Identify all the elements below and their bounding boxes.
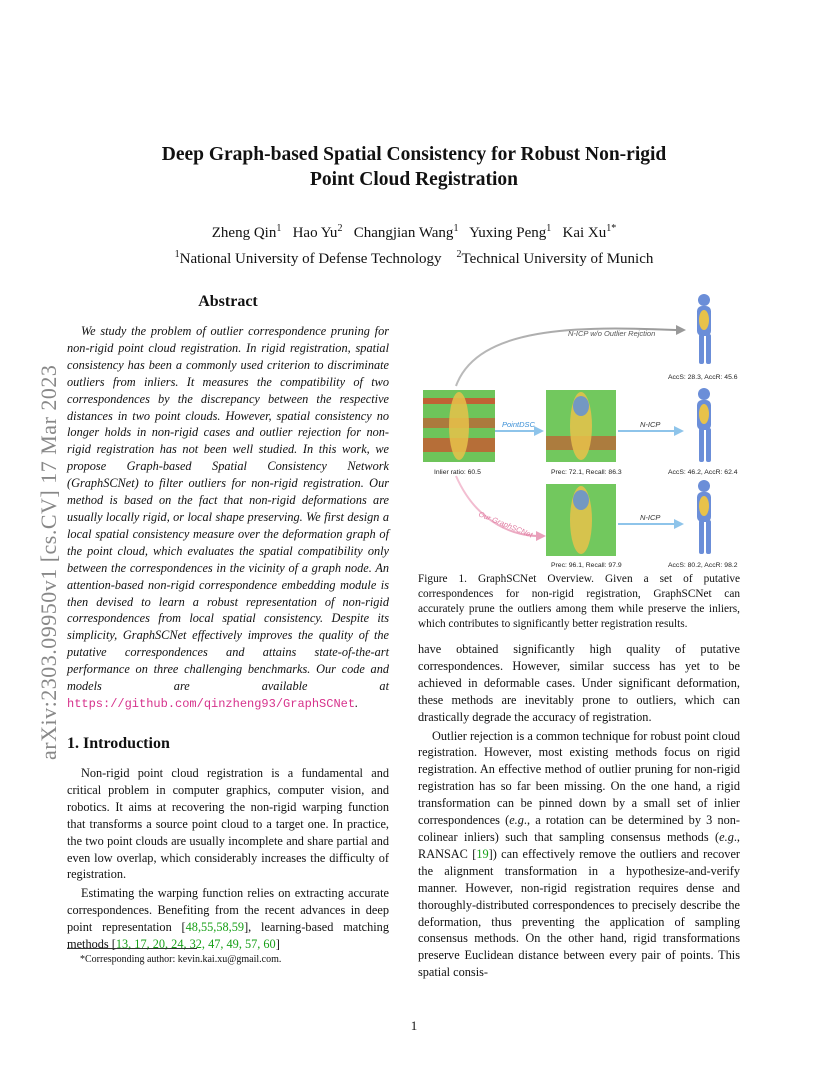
abstract-heading: Abstract: [198, 293, 258, 310]
stat-acc-1: AccS: 28.3, AccR: 45.6: [668, 374, 738, 381]
right-column-text: [418, 641, 740, 981]
label-nicp-2: N-ICP: [640, 513, 661, 522]
figure-caption: Figure 1. GraphSCNet Overview. Given a set of putative correspondences for non-rigid registration, GraphSCNet can accurately prune the outliers among them while preserve the inliers, which contributes to significantly better registration results.: [418, 573, 740, 630]
citation-link[interactable]: 13, 17, 20, 24, 32, 47, 49, 57, 60: [115, 937, 276, 952]
label-nicp-wo: N-ICP w/o Outlier Rejction: [568, 329, 656, 338]
author: Hao Yu$^2$: [292, 223, 343, 241]
label-pointdsc: PointDSC: [502, 420, 535, 429]
right-paragraph-1: have obtained significantly high quality of putative correspondences. However, similar success has yet to be achieved in deformable cases. Under significant deformation, these methods are inevitably prone to outliers, which can drastically degrade the accuracy of registration.: [418, 642, 740, 724]
stat-pointdsc: Prec: 72.1, Recall: 86.3: [551, 469, 622, 476]
author-list: [100, 218, 728, 244]
author: Zheng Qin$^1$: [211, 223, 282, 241]
arrow-head: [674, 519, 684, 529]
author: Kai $Xu^{1*}$: [562, 223, 617, 241]
graphscnet-correspondences: [546, 484, 616, 556]
affiliation: $^1$National University of Defense Technology: [174, 249, 442, 267]
arxiv-identifier: arXiv:2303.09950v1 [cs.CV] 17 Mar 2023: [36, 364, 61, 760]
arrow-head: [676, 325, 686, 335]
result-figure: [697, 294, 711, 364]
result-figure: [697, 388, 711, 462]
stat-acc-2: AccS: 46.2, AccR: 62.4: [668, 469, 738, 476]
arrow-head: [674, 426, 684, 436]
title-line-2: Point Cloud Registration: [309, 169, 518, 190]
stat-inlier-ratio: Inlier ratio: 60.5: [434, 469, 481, 476]
overview-figure: [418, 286, 740, 570]
intro-paragraph-1: Non-rigid point cloud registration is a fundamental and critical problem in computer graphics, computer vision, and robotics. It aims at recovering the non-rigid warping function that transforms a source point cloud to a target one. In practice, the two point clouds are usually incomplete and share partial and even low overlap, which considerably increases the difficulty of registration.: [67, 766, 389, 882]
arrow-head: [536, 531, 546, 541]
citation-link[interactable]: 19: [476, 846, 489, 861]
footnote: *Corresponding author: kevin.kai.xu@gmail.com.: [80, 954, 282, 965]
pointdsc-correspondences: [546, 390, 616, 462]
input-correspondences: [423, 390, 495, 462]
introduction-section: [67, 735, 389, 953]
right-paragraph-2: Outlier rejection is a common technique for robust point cloud registration. However, most existing methods focus on rigid registration. An effective method of outlier pruning for non-rigid registration has so far been missing. On the one hand, a rigid transformation can be pinned down by a small set of inlier correspondences (e.g., a rotation can be determined by 3 non-colinear inliers) such that sampling consensus methods (e.g., RANSAC [19]) can effectively remove the outliers and recover the alignment transformation in a hypothesize-and-verify manner. However, non-rigid registration requires dense and thoroughly-distributed correspondences to precisely describe the deformation, thus preventing the application of sampling consensus methods. On the other hand, rigid transformations preserve Euclidean distance between every pair of points. This spatial consis-: [418, 728, 740, 980]
code-link[interactable]: https://github.com/qinzheng93/GraphSCNet: [67, 696, 356, 711]
intro-paragraph-2: Estimating the warping function relies on extracting accurate correspondences. Benefiting from the recent advances in deep point representation [48,55,58,59], learning-based matching methods [13, 17, 20, 24, 32, 47, 49, 57, 60]: [67, 886, 389, 952]
footnote-rule: [67, 948, 197, 949]
label-nicp: N-ICP: [640, 420, 661, 429]
author-block: [100, 218, 728, 270]
stat-acc-3: AccS: 80.2, AccR: 98.2: [668, 562, 738, 569]
abstract-text: We study the problem of outlier correspondence pruning for non-rigid point cloud registration. In rigid registration, spatial consistency has been a commonly used criterion to discriminate outliers from inliers. It measures the compatibility of two correspondences by the discrepancy between the respective distances in two point clouds. However, spatial consistency no longer holds in non-rigid cases and outlier rejection for non-rigid registration has not been well studied. In this work, we propose Graph-based Spatial Consistency Network (GraphSCNet) to filter outliers for non-rigid registration. Our method is based on the fact that non-rigid deformations are usually locally rigid, or local shape preserving. We first design a local spatial consistency measure over the deformation graph of the point cloud, which evaluates the spatial compatibility only between the correspondences in the vicinity of a graph node. An attention-based non-rigid correspondence embedding module is then devised to learn a robust representation of non-rigid correspondences from local spatial consistency. Despite its simplicity, GraphSCNet effectively improves the quality of the putative correspondences and attains state-of-the-art performance on three challenging benchmarks. Our code and models are available at https://github.com/qinzheng93/GraphSCNet.: [67, 324, 389, 711]
title-line-1: Deep Graph-based Spatial Consistency for Robust Non-rigid: [161, 144, 667, 165]
introduction-heading: 1. Introduction: [67, 735, 170, 752]
author: Yuxing Peng$^1$: [469, 223, 552, 241]
page-number: 1: [410, 1018, 418, 1033]
affiliation-list: [100, 244, 728, 270]
citation-link[interactable]: 48,55,58,59: [185, 920, 245, 935]
stat-graphscnet: Prec: 96.1, Recall: 97.9: [551, 562, 622, 569]
result-figure: [697, 480, 711, 554]
figure-1: [418, 286, 740, 570]
paper-title: [100, 142, 728, 192]
label-ours: Our GraphSCNet: [477, 509, 534, 540]
affiliation: $^2$Technical University of Munich: [456, 249, 654, 267]
arrow-head: [534, 426, 544, 436]
abstract-section: [67, 293, 389, 713]
author: Changjian Wang$^1$: [353, 223, 459, 241]
